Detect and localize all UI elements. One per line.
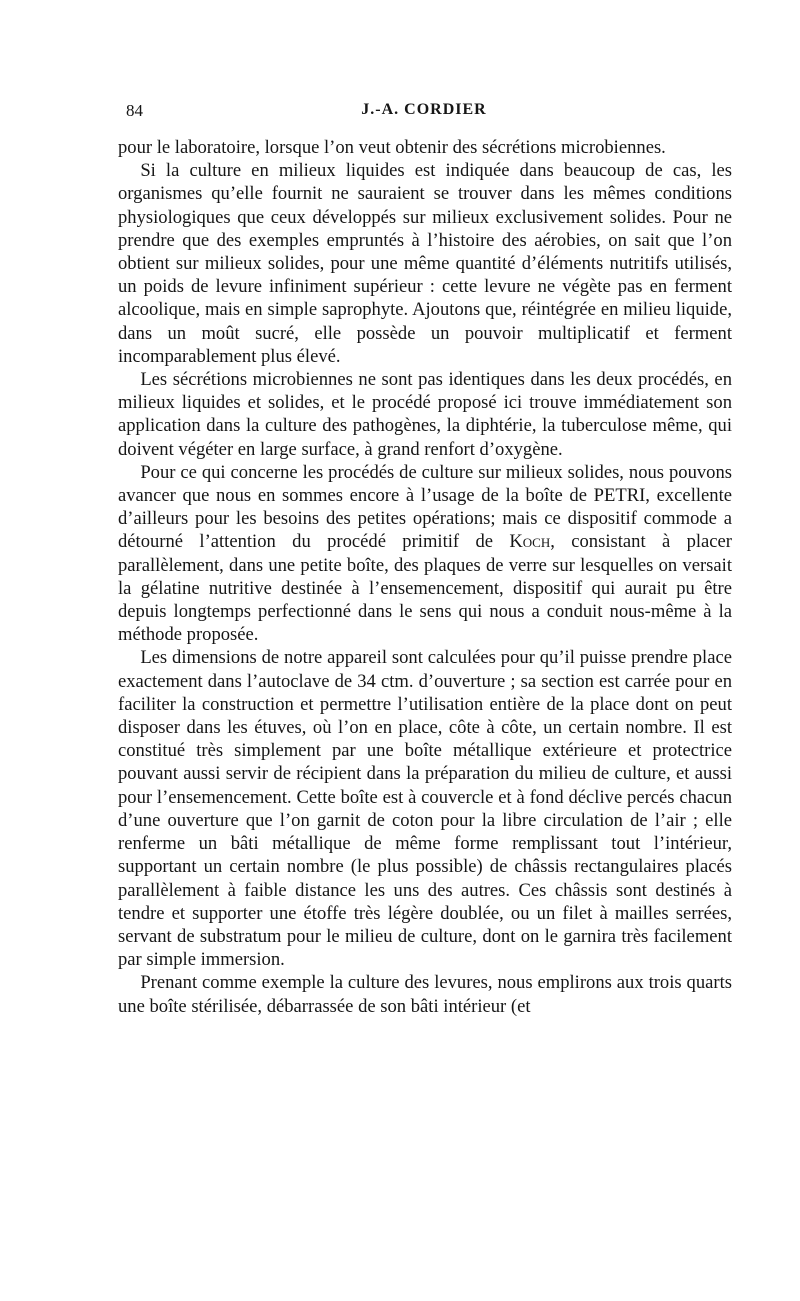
- page-number: 84: [126, 101, 143, 120]
- paragraph-text-before: Pour ce qui concerne les procédés de culture sur milieux solides, nous pouvons avancer que nous en sommes encore à l’usage de la boîte de PETRI, excellente d’ailleurs pour les besoins des petites opérations; mais ce dispositif commode a détourné l’attention du procédé primitif de: [118, 461, 732, 553]
- paragraph-procedes-solides: [118, 461, 732, 647]
- running-title: J.-A. CORDIER: [361, 101, 487, 118]
- paragraph-levures: Prenant comme exemple la culture des levures, nous emplirons aux trois quarts une boîte stérilisée, débarrassée de son bâti intérieur (et: [118, 972, 732, 1017]
- paragraph-dimensions: Les dimensions de notre appareil sont calculées pour qu’il puisse prendre place exactement dans l’autoclave de 34 ctm. d’ouverture ; sa section est carrée pour en faciliter la construction et permettre l’utilisation entière de la place dont on peut disposer dans les étuves, où l’on en place, côte à côte, un certain nombre. Il est constitué très simplement par une boîte métallique extérieure et protectrice pouvant aussi servir de récipient dans la préparation du milieu de culture, et aussi pour l’ensemencement. Cette boîte est à couvercle et à fond déclive percés chacun d’une ouverture que l’on garnit de coton pour la libre circulation de l’air ; elle renferme un bâti métallique de même forme remplissant tout l’intérieur, supportant un certain nombre (le plus possible) de châssis rectangulaires placés parallèlement à faible distance les uns des autres. Ces châssis sont destinés à tendre et supporter une étoffe très légère doublée, ou un filet à mailles serrées, servant de substratum pour le milieu de culture, dont on le garnira très facilement par simple immersion.: [118, 647, 732, 971]
- running-head: [118, 101, 730, 127]
- author-name-koch: Koch: [509, 531, 551, 553]
- paragraph-continued: pour le laboratoire, lorsque l’on veut obtenir des sécrétions microbiennes.: [118, 137, 666, 158]
- paragraph-secretions: Les sécrétions microbiennes ne sont pas identiques dans les deux procédés, en milieux liquides et solides, et le procédé proposé ici trouve immédiatement son application dans la culture des pathogènes, la diphtérie, la tuberculose même, qui doivent végéter en large surface, à grand renfort d’oxygène.: [118, 369, 732, 460]
- paragraph-text-after: , consistant à placer parallèlement, dans une petite boîte, des plaques de verre sur lesquelles on versait la gélatine nutritive destinée à l’ensemencement, dispositif qui aurait pu être depuis longtemps perfectionné dans le sens qui nous a conduit nous-même à la méthode proposée.: [118, 531, 732, 646]
- paragraph-culture-liquides: Si la culture en milieux liquides est indiquée dans beaucoup de cas, les organismes qu’elle fournit ne sauraient se trouver dans les mêmes conditions physiologiques que ceux développés sur milieux exclusivement solides. Pour ne prendre que des exemples empruntés à l’histoire des aérobies, on sait que l’on obtient sur milieux solides, pour une même quantité d’éléments nutritifs utilisés, un poids de levure infiniment supérieur : cette levure ne végète pas en ferment alcoolique, mais en simple saprophyte. Ajoutons que, réintégrée en milieu liquide, dans un moût sucré, elle possède un pouvoir multiplicatif et ferment incomparablement plus élevé.: [118, 160, 732, 367]
- body-text: [118, 136, 732, 1018]
